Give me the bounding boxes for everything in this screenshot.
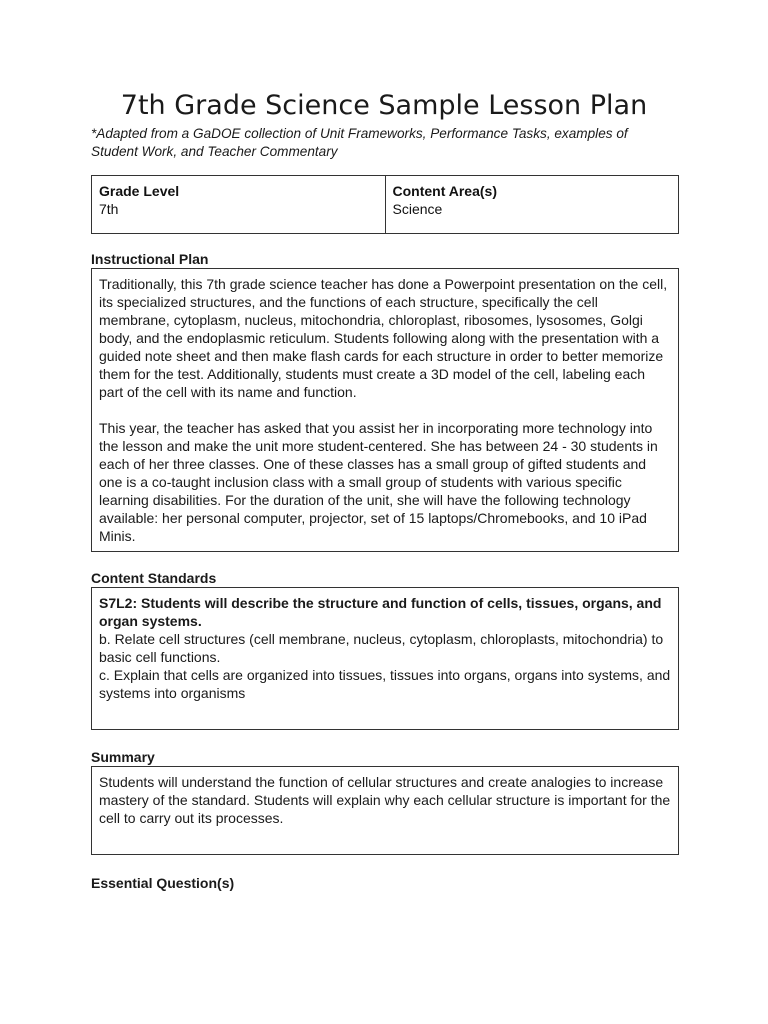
grade-level-cell bbox=[92, 176, 385, 233]
standard-item-c: c. Explain that cells are organized into tissues, tissues into organs, organs into systems, and systems into organisms bbox=[99, 667, 671, 701]
grade-content-table bbox=[91, 175, 679, 234]
essential-questions-label: Essential Question(s) bbox=[91, 875, 235, 891]
content-standards-box bbox=[91, 587, 679, 730]
summary-label: Summary bbox=[91, 749, 155, 765]
page-subtitle: *Adapted from a GaDOE collection of Unit Frameworks, Performance Tasks, examples of Student Work, and Teacher Commentary bbox=[91, 126, 628, 159]
content-standards-label: Content Standards bbox=[91, 570, 217, 586]
grade-level-label: Grade Level bbox=[99, 183, 180, 199]
summary-text: Students will understand the function of cellular structures and create analogies to increase mastery of the standard. Students will explain why each cellular structure is important for the cell to carry out its processes. bbox=[99, 774, 671, 826]
standard-heading: S7L2: Students will describe the structure and function of cells, tissues, organs, and organ systems. bbox=[99, 595, 662, 629]
content-area-value: Science bbox=[392, 201, 443, 217]
instructional-plan-paragraph-2: This year, the teacher has asked that you assist her in incorporating more technology into the lesson and make the unit more student-centered. She has between 24 - 30 students in each of her three classes. One of these classes has a small group of gifted students and one is a co-taught inclusion class with a small group of students with various specific learning disabilities. For the duration of the unit, she will have the following technology available: her personal computer, projector, set of 15 laptops/Chromebooks, and 10 iPad Minis. bbox=[99, 420, 658, 544]
summary-box bbox=[91, 766, 679, 855]
instructional-plan-box bbox=[91, 268, 679, 552]
content-area-cell bbox=[385, 176, 679, 233]
grade-level-value: 7th bbox=[99, 201, 119, 217]
instructional-plan-paragraph-1: Traditionally, this 7th grade science teacher has done a Powerpoint presentation on the cell, its specialized structures, and the functions of each structure, specifically the cell membrane, cytoplasm, nucleus, mitochondria, chloroplast, ribosomes, lysosomes, Golgi body, and the endoplasmic reticulum. Students following along with the presentation with a guided note sheet and then make flash cards for each structure in order to better memorize them for the test. Additionally, students must create a 3D model of the cell, labeling each part of the cell with its name and function. bbox=[99, 276, 668, 400]
content-area-label: Content Area(s) bbox=[392, 183, 497, 199]
page-title: 7th Grade Science Sample Lesson Plan bbox=[120, 90, 648, 121]
standard-item-b: b. Relate cell structures (cell membrane, nucleus, cytoplasm, chloroplasts, mitochondria) to basic cell functions. bbox=[99, 631, 664, 665]
instructional-plan-label: Instructional Plan bbox=[91, 251, 209, 267]
